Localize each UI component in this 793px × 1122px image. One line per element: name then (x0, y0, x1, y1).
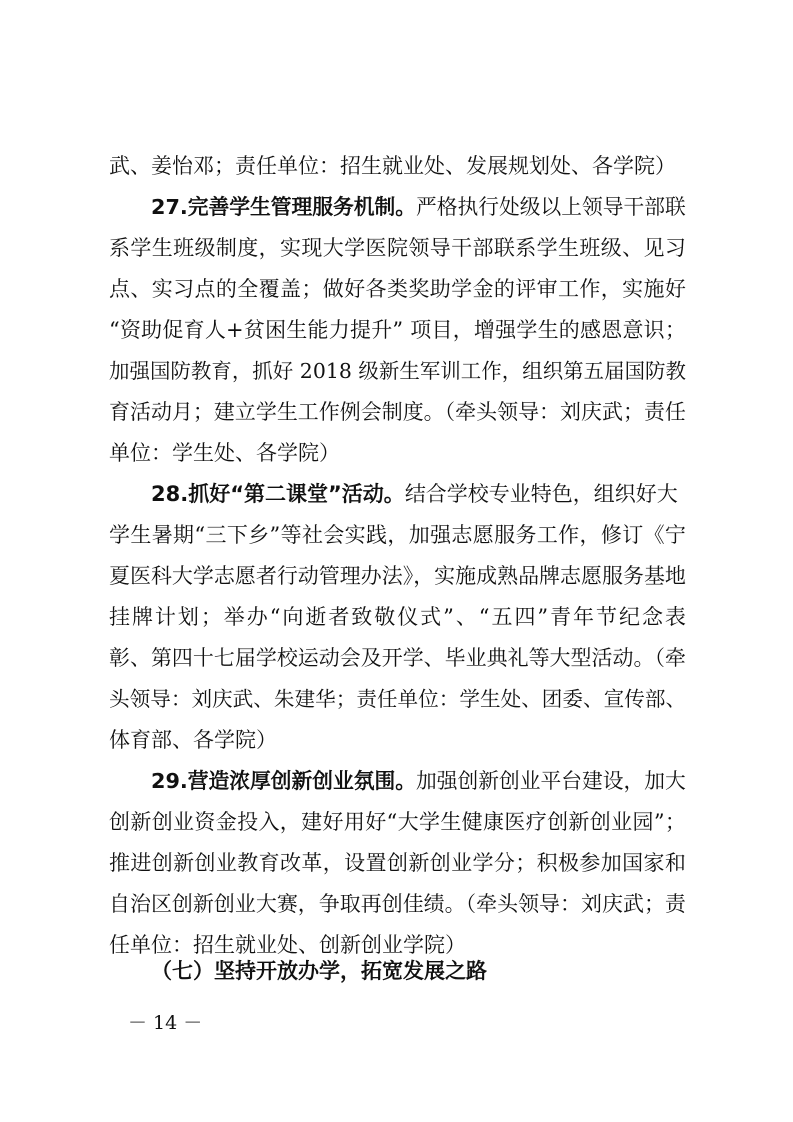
text-line (0, 884, 793, 924)
text-line (0, 843, 793, 883)
line-text: 加强创新创业平台建设，加大 (416, 769, 686, 793)
line-text: 夏医科大学志愿者行动管理办法》，实施成熟品牌志愿服务基地 (109, 564, 686, 588)
section-heading-text: （七）坚持开放办学，拓宽发展之路 (151, 959, 487, 983)
line-text: 结合学校专业特色，组织好大 (404, 482, 678, 506)
text-line (0, 556, 793, 596)
section-heading (0, 951, 793, 991)
item-28-heading-line (0, 474, 793, 514)
line-text: 体育部、各学院） (109, 728, 277, 752)
page-number: － 14 － (128, 1012, 203, 1034)
item-28-title: 28.抓好“第二课堂”活动。 (151, 482, 405, 506)
line-text: 系学生班级制度，实现大学医院领导干部联系学生班级、见习 (109, 236, 687, 260)
item-29-heading-line (0, 761, 793, 801)
text-line (0, 720, 793, 760)
line-text: 武、姜怡邓；责任单位：招生就业处、发展规划处、各学院） (109, 154, 676, 178)
text-line (0, 146, 793, 186)
item-27-title: 27.完善学生管理服务机制。 (151, 195, 417, 219)
line-text: 创新创业资金投入，建好用好“大学生健康医疗创新创业园”； (109, 810, 687, 834)
text-line (0, 392, 793, 432)
line-text: 推进创新创业教育改革，设置创新创业学分；积极参加国家和 (109, 851, 687, 875)
text-line (0, 228, 793, 268)
line-text: “资助促育人+贫困生能力提升” 项目，增强学生的感恩意识； (109, 318, 687, 342)
line-text: 加强国防教育，抓好 2018 级新生军训工作，组织第五届国防教 (109, 359, 687, 383)
text-line (0, 351, 793, 391)
text-line (0, 433, 793, 473)
text-line (0, 310, 793, 350)
text-line (0, 515, 793, 555)
line-text: 任单位：招生就业处、创新创业学院） (109, 933, 466, 957)
line-text: 头领导：刘庆武、朱建华；责任单位：学生处、团委、宣传部、 (109, 687, 687, 711)
text-line (0, 638, 793, 678)
line-text: 自治区创新创业大赛，争取再创佳绩。（牵头领导：刘庆武；责 (109, 892, 686, 916)
text-line (0, 802, 793, 842)
text-line (0, 597, 793, 637)
line-text: 彰、第四十七届学校运动会及开学、毕业典礼等大型活动。（牵 (109, 646, 686, 670)
text-line (0, 269, 793, 309)
line-text: 挂牌计划；举办“向逝者致敬仪式”、“五四”青年节纪念表 (109, 605, 688, 629)
line-text: 点、实习点的全覆盖；做好各类奖助学金的评审工作，实施好 (109, 277, 687, 301)
line-text: 严格执行处级以上领导干部联 (416, 195, 686, 219)
item-29-title: 29.营造浓厚创新创业氛围。 (151, 769, 417, 793)
line-text: 育活动月；建立学生工作例会制度。（牵头领导：刘庆武；责任 (109, 400, 686, 424)
line-text: 单位：学生处、各学院） (109, 441, 340, 465)
line-text: 学生暑期“三下乡”等社会实践，加强志愿服务工作，修订《宁 (109, 523, 687, 547)
text-line (0, 679, 793, 719)
item-27-heading-line (0, 187, 793, 227)
